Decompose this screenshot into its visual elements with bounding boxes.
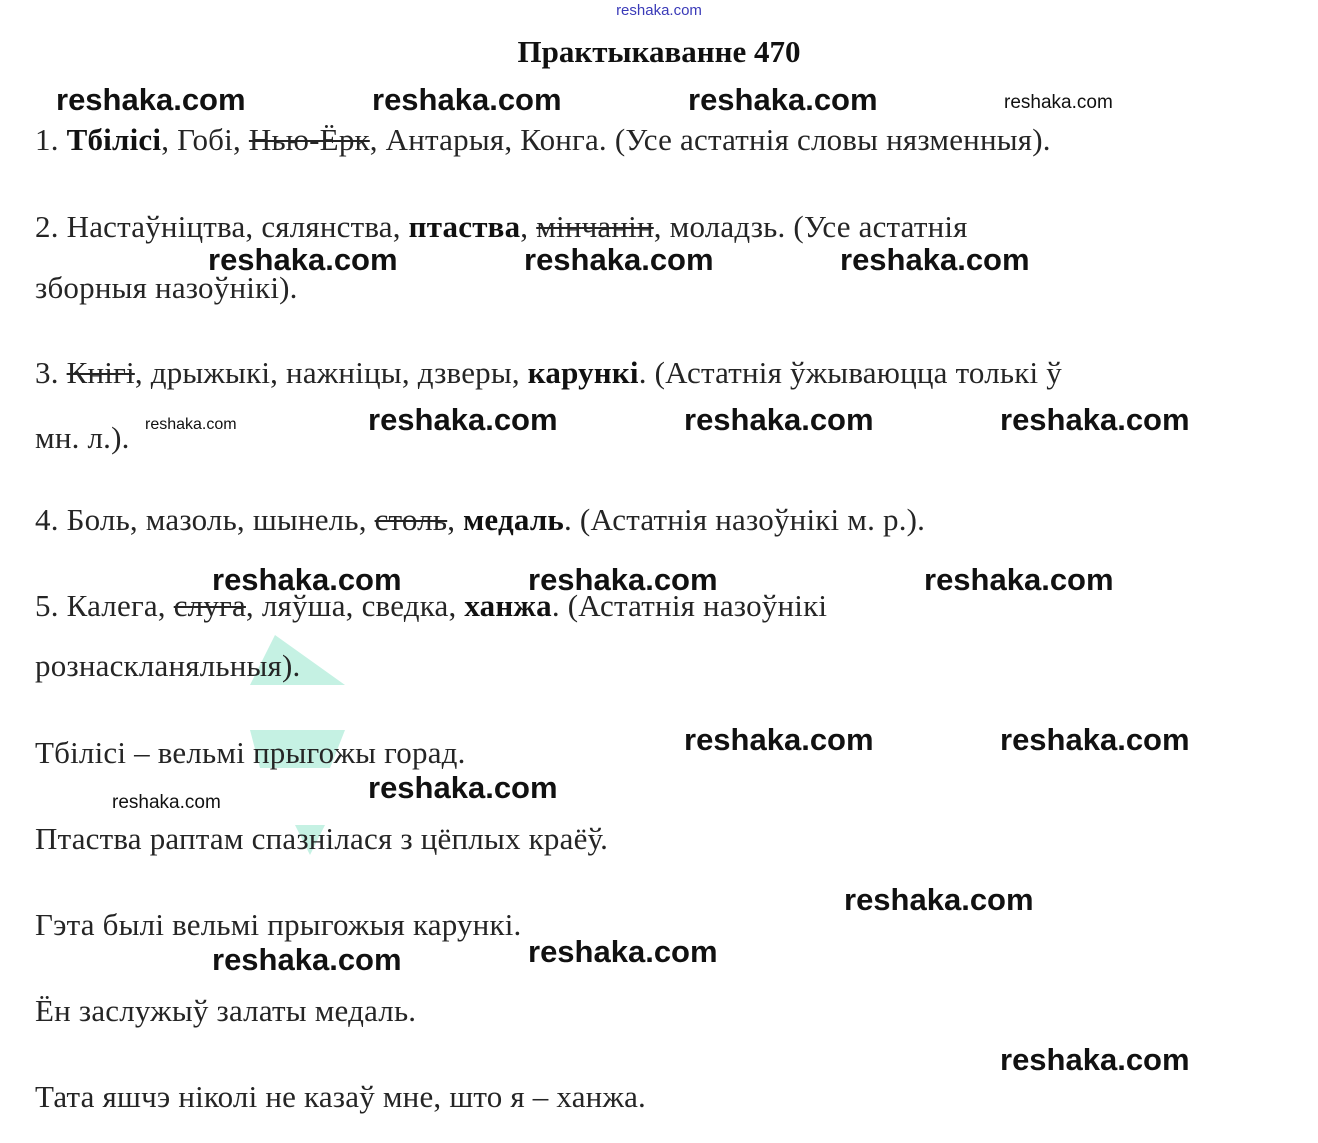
watermark: reshaka.com	[528, 562, 718, 597]
watermark: reshaka.com	[684, 402, 874, 437]
item-2-crossed: мінчанін	[536, 209, 654, 244]
item-2-answer: птаства	[408, 209, 521, 244]
item-4-crossed: столь	[374, 502, 448, 537]
page-title: Практыкаванне 470	[517, 34, 801, 69]
item-4: 4. Боль, мазоль, шынель, столь, медаль. (Астатнія назоўнікі м. р.).	[35, 502, 926, 537]
item-2-continuation: зборныя назоўнікі).	[35, 270, 298, 305]
watermark: reshaka.com	[1000, 722, 1190, 757]
watermark: reshaka.com	[684, 722, 874, 757]
watermark: reshaka.com	[212, 562, 402, 597]
sentence-3: Гэта былі вельмі прыгожыя карункі.	[35, 907, 522, 942]
item-2: 2. Настаўніцтва, сялянства, птаства, мінчанін, моладзь. (Усе астатнія	[35, 209, 968, 244]
watermark: reshaka.com	[844, 882, 1034, 917]
watermark: reshaka.com	[528, 934, 718, 969]
item-3: 3. Кнігі, дрыжыкі, нажніцы, дзверы, карункі. (Астатнія ўжываюцца толькі ў	[35, 355, 1062, 390]
item-3-answer: карункі	[527, 355, 639, 390]
watermark: reshaka.com	[145, 416, 237, 433]
item-5-crossed: слуга	[173, 588, 246, 623]
item-1-crossed: Нью-Ёрк	[248, 122, 370, 157]
watermark: reshaka.com	[688, 82, 878, 117]
watermark: reshaka.com	[208, 242, 398, 277]
watermark: reshaka.com	[840, 242, 1030, 277]
watermark: reshaka.com	[372, 82, 562, 117]
sentence-2: Птаства раптам спазнілася з цёплых краёў.	[35, 821, 609, 856]
watermark: reshaka.com	[368, 402, 558, 437]
watermark: reshaka.com	[1000, 402, 1190, 437]
sentence-5: Тата яшчэ ніколі не казаў мне, што я – ханжа.	[35, 1079, 647, 1114]
item-5-continuation: рознаскланяльныя).	[35, 648, 301, 683]
item-3-crossed: Кнігі	[66, 355, 135, 390]
watermark: reshaka.com	[924, 562, 1114, 597]
watermark: reshaka.com	[1004, 92, 1113, 113]
item-3-continuation: мн. л.).	[35, 420, 130, 455]
item-4-answer: медаль	[463, 502, 565, 537]
item-5-answer: ханжа	[464, 588, 552, 623]
watermark: reshaka.com	[212, 942, 402, 977]
watermark: reshaka.com	[112, 792, 221, 813]
item-1-answer: Тбілісі	[66, 122, 162, 157]
top-site-watermark: reshaka.com	[616, 2, 702, 19]
watermark: reshaka.com	[524, 242, 714, 277]
sentence-4: Ён заслужыў залаты медаль.	[35, 993, 417, 1028]
item-1: 1. Тбілісі, Гобі, Нью-Ёрк, Антарыя, Конга. (Усе астатнія словы нязменныя).	[35, 122, 1051, 157]
watermark: reshaka.com	[56, 82, 246, 117]
watermark: reshaka.com	[368, 770, 558, 805]
item-5: 5. Калега, слуга, ляўша, сведка, ханжа. (Астатнія назоўнікі	[35, 588, 828, 623]
watermark: reshaka.com	[1000, 1042, 1190, 1077]
sentence-1: Тбілісі – вельмі прыгожы горад.	[35, 735, 466, 770]
